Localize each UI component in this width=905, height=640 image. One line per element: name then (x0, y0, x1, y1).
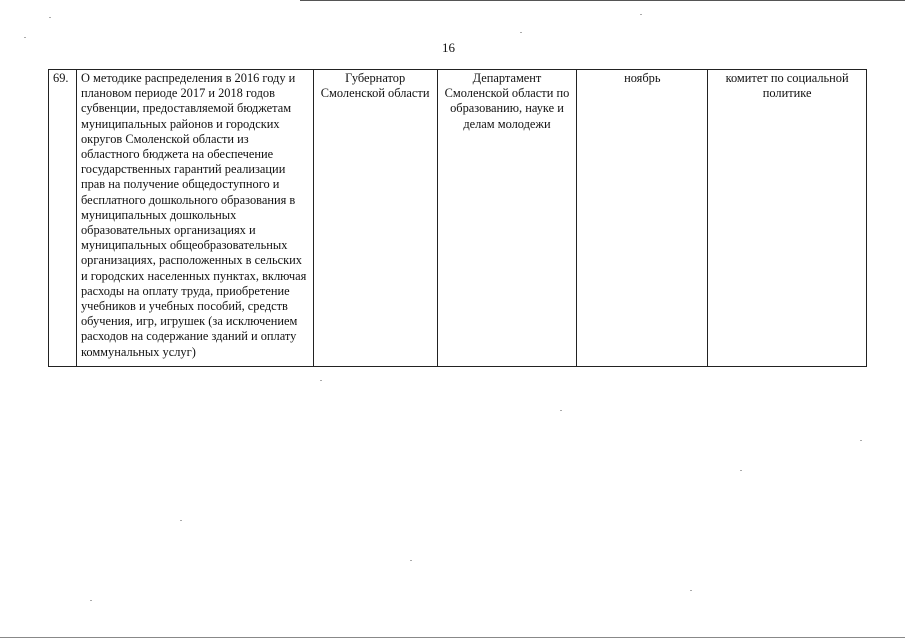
table-row (49, 70, 867, 367)
row-number: 69. (49, 70, 77, 367)
row-responsible: Губернатор Смоленской области (313, 70, 437, 367)
page-number: 16 (442, 40, 455, 55)
scan-speck (560, 410, 562, 411)
agenda-table (48, 69, 867, 367)
row-date: ноябрь (577, 70, 708, 367)
row-title: О методике распределения в 2016 году и плановом периоде 2017 и 2018 годов субвенции, предоставляемой бюджетам муниципальных районов и городских округов Смоленской области из областного бюджета на обеспечение государственных гарантий реализации прав на получение общедоступного и бесплатного дошкольного образования в муниципальных дошкольных образовательных организациях и муниципальных общеобразовательных организациях, расположенных в сельских и городских населенных пунктах, включая расходы на оплату труда, приобретение учебников и учебных пособий, средств обучения, игр, игрушек (за исключением расходов на содержание зданий и оплату коммунальных услуг) (76, 70, 313, 367)
scan-speck (740, 470, 742, 471)
scan-speck (520, 32, 522, 33)
scan-speck (320, 380, 322, 381)
scan-speck (49, 17, 51, 18)
scan-edge-bottom (0, 637, 905, 638)
scan-edge-top (300, 0, 905, 1)
scan-speck (180, 520, 182, 521)
scan-speck (690, 590, 692, 591)
row-committee: комитет по социальной политике (708, 70, 867, 367)
scan-speck (640, 14, 642, 15)
scan-speck (860, 440, 862, 441)
scan-speck (410, 560, 412, 561)
scan-speck (24, 37, 26, 38)
row-executor: Департамент Смоленской области по образованию, науке и делам молодежи (437, 70, 577, 367)
scan-speck (90, 600, 92, 601)
